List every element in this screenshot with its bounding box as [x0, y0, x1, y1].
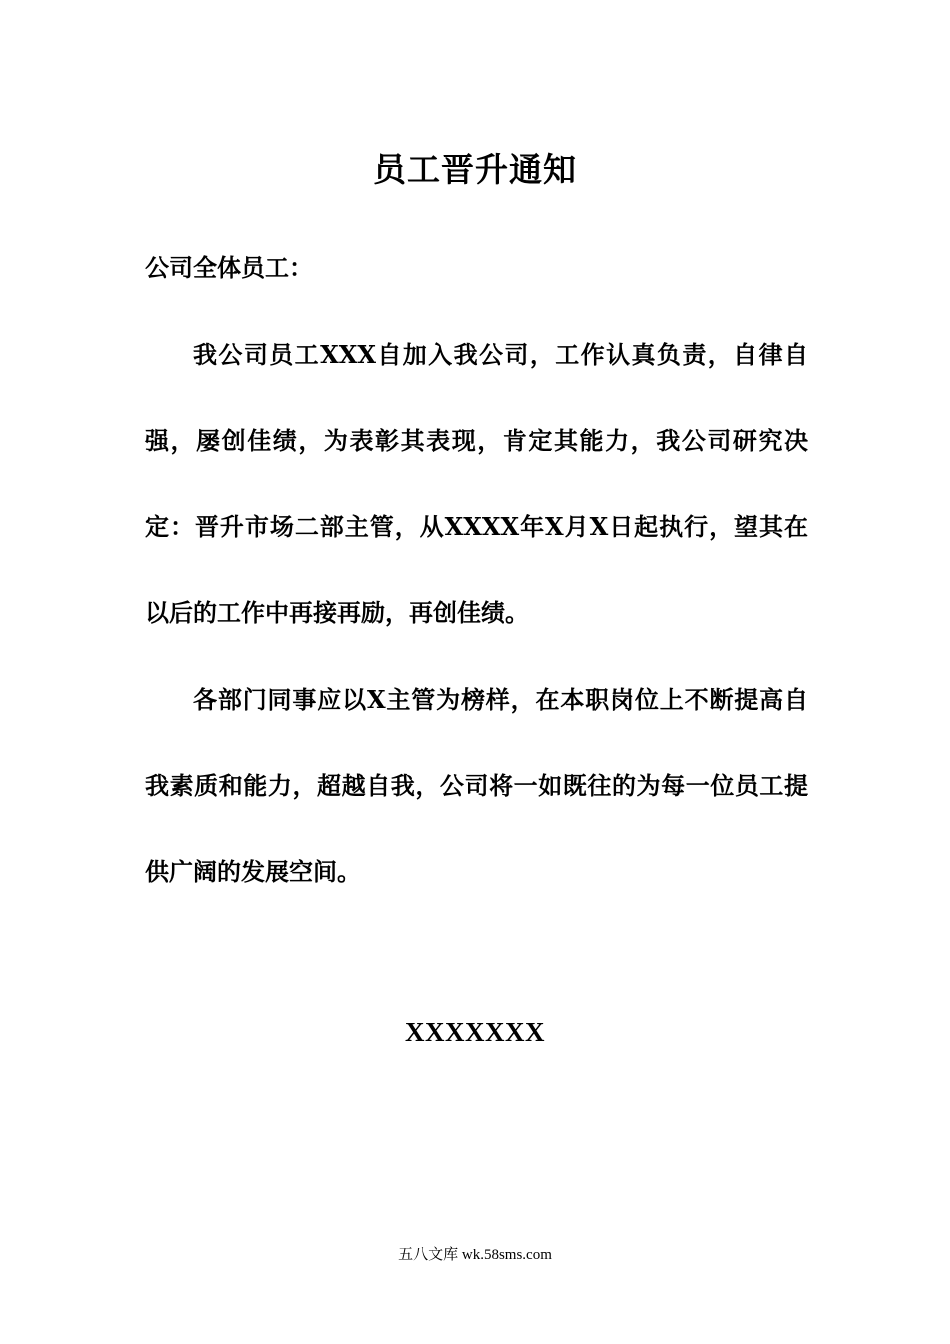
page-title: 员工晋升通知 — [373, 150, 577, 189]
body-paragraph-2: 各部门同事应以X主管为榜样，在本职岗位上不断提高自我素质和能力，超越自我，公司将一如既往的为每一位员工提供广阔的发展空间。 — [145, 685, 808, 886]
salutation: 公司全体员工： — [145, 253, 313, 282]
body-paragraph-1: 我公司员工XXX自加入我公司，工作认真负责，自律自强，屡创佳绩，为表彰其表现，肯定其能力，我公司研究决定：晋升市场二部主管，从XXXX年X月X日起执行，望其在以后的工作中再接再励，再创佳绩。 — [145, 340, 808, 627]
footer-watermark: 五八文库 wk.58sms.com — [398, 1247, 552, 1263]
signature: XXXXXXX — [405, 1017, 545, 1047]
